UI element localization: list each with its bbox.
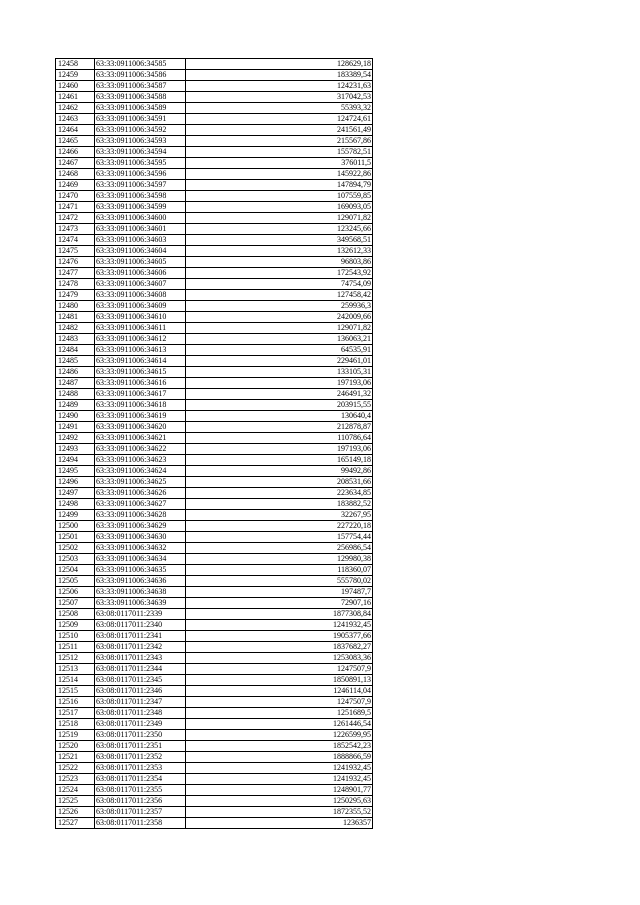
cadastral-value: 223634,85 xyxy=(186,488,373,499)
cadastral-value: 317042,53 xyxy=(186,92,373,103)
table-row xyxy=(56,367,373,378)
cadastral-value: 155782,51 xyxy=(186,147,373,158)
cadastral-value: 1888866,59 xyxy=(186,752,373,763)
row-number: 12468 xyxy=(56,169,95,180)
cadastral-value: 124231,63 xyxy=(186,81,373,92)
cadastral-value: 1226599,95 xyxy=(186,730,373,741)
row-number: 12458 xyxy=(56,59,95,70)
table-row xyxy=(56,521,373,532)
table-row xyxy=(56,202,373,213)
row-number: 12522 xyxy=(56,763,95,774)
cadastral-number: 63:08:0117011:2354 xyxy=(95,774,186,785)
cadastral-number: 63:33:0911006:34625 xyxy=(95,477,186,488)
cadastral-number: 63:33:0911006:34612 xyxy=(95,334,186,345)
cadastral-value: 229461,01 xyxy=(186,356,373,367)
table-row xyxy=(56,697,373,708)
cadastral-value: 96803,86 xyxy=(186,257,373,268)
cadastral-value: 64535,91 xyxy=(186,345,373,356)
cadastral-value: 197487,7 xyxy=(186,587,373,598)
cadastral-value: 99492,86 xyxy=(186,466,373,477)
cadastral-value: 1872355,52 xyxy=(186,807,373,818)
cadastral-value: 130640,4 xyxy=(186,411,373,422)
cadastral-number: 63:33:0911006:34630 xyxy=(95,532,186,543)
row-number: 12516 xyxy=(56,697,95,708)
cadastral-value: 157754,44 xyxy=(186,532,373,543)
row-number: 12503 xyxy=(56,554,95,565)
table-row xyxy=(56,158,373,169)
cadastral-value: 129980,38 xyxy=(186,554,373,565)
cadastral-value: 129071,82 xyxy=(186,323,373,334)
table-row xyxy=(56,675,373,686)
cadastral-number: 63:33:0911006:34597 xyxy=(95,180,186,191)
cadastral-number: 63:33:0911006:34604 xyxy=(95,246,186,257)
table-row xyxy=(56,213,373,224)
table-row xyxy=(56,510,373,521)
cadastral-value: 127458,42 xyxy=(186,290,373,301)
cadastral-number: 63:33:0911006:34600 xyxy=(95,213,186,224)
cadastral-number: 63:33:0911006:34629 xyxy=(95,521,186,532)
row-number: 12469 xyxy=(56,180,95,191)
cadastral-value: 183882,52 xyxy=(186,499,373,510)
cadastral-value: 376011,5 xyxy=(186,158,373,169)
row-number: 12525 xyxy=(56,796,95,807)
table-row xyxy=(56,807,373,818)
cadastral-number: 63:08:0117011:2341 xyxy=(95,631,186,642)
cadastral-number: 63:08:0117011:2357 xyxy=(95,807,186,818)
cadastral-value: 1247507,9 xyxy=(186,697,373,708)
table-row xyxy=(56,554,373,565)
table-row xyxy=(56,620,373,631)
table-row xyxy=(56,268,373,279)
cadastral-number: 63:08:0117011:2340 xyxy=(95,620,186,631)
row-number: 12506 xyxy=(56,587,95,598)
row-number: 12504 xyxy=(56,565,95,576)
cadastral-value: 1261446,54 xyxy=(186,719,373,730)
row-number: 12507 xyxy=(56,598,95,609)
cadastral-number: 63:33:0911006:34598 xyxy=(95,191,186,202)
cadastral-number: 63:08:0117011:2347 xyxy=(95,697,186,708)
table-body xyxy=(56,59,373,829)
table-row xyxy=(56,488,373,499)
row-number: 12465 xyxy=(56,136,95,147)
cadastral-number: 63:33:0911006:34617 xyxy=(95,389,186,400)
cadastral-number: 63:08:0117011:2348 xyxy=(95,708,186,719)
row-number: 12508 xyxy=(56,609,95,620)
table-row xyxy=(56,664,373,675)
table-row xyxy=(56,136,373,147)
row-number: 12512 xyxy=(56,653,95,664)
table-row xyxy=(56,752,373,763)
cadastral-value: 169093,05 xyxy=(186,202,373,213)
cadastral-number: 63:08:0117011:2346 xyxy=(95,686,186,697)
table-row xyxy=(56,653,373,664)
table-row xyxy=(56,345,373,356)
cadastral-value: 128629,18 xyxy=(186,59,373,70)
table-row xyxy=(56,246,373,257)
row-number: 12513 xyxy=(56,664,95,675)
cadastral-value: 124724,61 xyxy=(186,114,373,125)
table-row xyxy=(56,323,373,334)
row-number: 12495 xyxy=(56,466,95,477)
row-number: 12460 xyxy=(56,81,95,92)
cadastral-number: 63:33:0911006:34616 xyxy=(95,378,186,389)
cadastral-number: 63:33:0911006:34622 xyxy=(95,444,186,455)
table-row xyxy=(56,301,373,312)
row-number: 12494 xyxy=(56,455,95,466)
cadastral-value: 197193,06 xyxy=(186,378,373,389)
cadastral-number: 63:33:0911006:34605 xyxy=(95,257,186,268)
cadastral-value: 1246114,04 xyxy=(186,686,373,697)
table-row xyxy=(56,334,373,345)
cadastral-number: 63:08:0117011:2351 xyxy=(95,741,186,752)
row-number: 12499 xyxy=(56,510,95,521)
row-number: 12464 xyxy=(56,125,95,136)
cadastral-number: 63:08:0117011:2344 xyxy=(95,664,186,675)
table-row xyxy=(56,444,373,455)
cadastral-number: 63:33:0911006:34594 xyxy=(95,147,186,158)
cadastral-value: 212878,87 xyxy=(186,422,373,433)
row-number: 12487 xyxy=(56,378,95,389)
cadastral-number: 63:33:0911006:34599 xyxy=(95,202,186,213)
row-number: 12459 xyxy=(56,70,95,81)
cadastral-number: 63:33:0911006:34626 xyxy=(95,488,186,499)
table-row xyxy=(56,631,373,642)
table-row xyxy=(56,356,373,367)
table-row xyxy=(56,411,373,422)
table-row xyxy=(56,576,373,587)
cadastral-value: 1877308,84 xyxy=(186,609,373,620)
row-number: 12462 xyxy=(56,103,95,114)
row-number: 12490 xyxy=(56,411,95,422)
table-row xyxy=(56,642,373,653)
cadastral-number: 63:33:0911006:34588 xyxy=(95,92,186,103)
cadastral-number: 63:33:0911006:34624 xyxy=(95,466,186,477)
cadastral-value: 1248901,77 xyxy=(186,785,373,796)
row-number: 12472 xyxy=(56,213,95,224)
cadastral-number: 63:33:0911006:34620 xyxy=(95,422,186,433)
row-number: 12473 xyxy=(56,224,95,235)
row-number: 12509 xyxy=(56,620,95,631)
cadastral-value: 129071,82 xyxy=(186,213,373,224)
cadastral-value: 172543,92 xyxy=(186,268,373,279)
cadastral-value: 1837682,27 xyxy=(186,642,373,653)
row-number: 12486 xyxy=(56,367,95,378)
cadastral-number: 63:08:0117011:2349 xyxy=(95,719,186,730)
table-row xyxy=(56,70,373,81)
cadastral-value: 147894,79 xyxy=(186,180,373,191)
cadastral-number: 63:33:0911006:34610 xyxy=(95,312,186,323)
cadastral-value: 132612,33 xyxy=(186,246,373,257)
row-number: 12510 xyxy=(56,631,95,642)
table-row xyxy=(56,125,373,136)
row-number: 12523 xyxy=(56,774,95,785)
cadastral-value: 123245,66 xyxy=(186,224,373,235)
table-row xyxy=(56,708,373,719)
row-number: 12498 xyxy=(56,499,95,510)
cadastral-value: 256986,54 xyxy=(186,543,373,554)
cadastral-value: 74754,09 xyxy=(186,279,373,290)
cadastral-number: 63:33:0911006:34589 xyxy=(95,103,186,114)
cadastral-number: 63:33:0911006:34601 xyxy=(95,224,186,235)
cadastral-value: 555780,02 xyxy=(186,576,373,587)
cadastral-value: 349568,51 xyxy=(186,235,373,246)
row-number: 12476 xyxy=(56,257,95,268)
row-number: 12467 xyxy=(56,158,95,169)
row-number: 12526 xyxy=(56,807,95,818)
cadastral-value: 1253083,36 xyxy=(186,653,373,664)
table-row xyxy=(56,191,373,202)
row-number: 12485 xyxy=(56,356,95,367)
cadastral-value: 133105,31 xyxy=(186,367,373,378)
cadastral-number: 63:33:0911006:34603 xyxy=(95,235,186,246)
table-row xyxy=(56,433,373,444)
row-number: 12461 xyxy=(56,92,95,103)
table-row xyxy=(56,103,373,114)
cadastral-number: 63:33:0911006:34615 xyxy=(95,367,186,378)
table-row xyxy=(56,455,373,466)
row-number: 12471 xyxy=(56,202,95,213)
cadastral-value: 215567,86 xyxy=(186,136,373,147)
cadastral-number: 63:08:0117011:2345 xyxy=(95,675,186,686)
row-number: 12474 xyxy=(56,235,95,246)
row-number: 12479 xyxy=(56,290,95,301)
cadastral-number: 63:33:0911006:34628 xyxy=(95,510,186,521)
table-row xyxy=(56,774,373,785)
cadastral-number: 63:08:0117011:2355 xyxy=(95,785,186,796)
cadastral-value: 1236357 xyxy=(186,818,373,829)
table-row xyxy=(56,477,373,488)
table-row xyxy=(56,543,373,554)
cadastral-number: 63:33:0911006:34596 xyxy=(95,169,186,180)
cadastral-value: 1247507,9 xyxy=(186,664,373,675)
cadastral-value: 136063,21 xyxy=(186,334,373,345)
row-number: 12524 xyxy=(56,785,95,796)
cadastral-value: 203915,55 xyxy=(186,400,373,411)
table-row xyxy=(56,686,373,697)
row-number: 12501 xyxy=(56,532,95,543)
cadastral-value: 1850891,13 xyxy=(186,675,373,686)
table-row xyxy=(56,169,373,180)
cadastral-number: 63:33:0911006:34587 xyxy=(95,81,186,92)
row-number: 12483 xyxy=(56,334,95,345)
cadastral-value: 1251689,5 xyxy=(186,708,373,719)
cadastral-value: 1241932,45 xyxy=(186,763,373,774)
cadastral-value: 183389,54 xyxy=(186,70,373,81)
cadastral-number: 63:08:0117011:2343 xyxy=(95,653,186,664)
cadastral-value: 72907,16 xyxy=(186,598,373,609)
table-row xyxy=(56,389,373,400)
cadastral-number: 63:33:0911006:34593 xyxy=(95,136,186,147)
table-row xyxy=(56,378,373,389)
cadastral-value: 55393,32 xyxy=(186,103,373,114)
table-row xyxy=(56,290,373,301)
table-row xyxy=(56,532,373,543)
table-row xyxy=(56,422,373,433)
cadastral-number: 63:33:0911006:34636 xyxy=(95,576,186,587)
cadastral-value: 165149,18 xyxy=(186,455,373,466)
cadastral-number: 63:33:0911006:34638 xyxy=(95,587,186,598)
table-row xyxy=(56,59,373,70)
cadastral-value: 32267,95 xyxy=(186,510,373,521)
cadastral-value: 259936,3 xyxy=(186,301,373,312)
cadastral-number: 63:08:0117011:2358 xyxy=(95,818,186,829)
cadastral-number: 63:08:0117011:2342 xyxy=(95,642,186,653)
cadastral-number: 63:33:0911006:34586 xyxy=(95,70,186,81)
table-row xyxy=(56,763,373,774)
row-number: 12519 xyxy=(56,730,95,741)
cadastral-value: 118360,07 xyxy=(186,565,373,576)
table-row xyxy=(56,92,373,103)
row-number: 12500 xyxy=(56,521,95,532)
table-row xyxy=(56,587,373,598)
table-row xyxy=(56,730,373,741)
row-number: 12477 xyxy=(56,268,95,279)
row-number: 12502 xyxy=(56,543,95,554)
row-number: 12527 xyxy=(56,818,95,829)
cadastral-number: 63:33:0911006:34613 xyxy=(95,345,186,356)
table-row xyxy=(56,598,373,609)
cadastral-value: 1852542,23 xyxy=(186,741,373,752)
cadastral-number: 63:08:0117011:2356 xyxy=(95,796,186,807)
table-row xyxy=(56,719,373,730)
cadastral-number: 63:33:0911006:34609 xyxy=(95,301,186,312)
cadastral-value: 246491,32 xyxy=(186,389,373,400)
cadastral-value: 227220,18 xyxy=(186,521,373,532)
table-row xyxy=(56,499,373,510)
cadastral-value: 145922,86 xyxy=(186,169,373,180)
cadastral-value: 1241932,45 xyxy=(186,620,373,631)
cadastral-value: 1905377,66 xyxy=(186,631,373,642)
table-row xyxy=(56,400,373,411)
cadastral-number: 63:08:0117011:2353 xyxy=(95,763,186,774)
row-number: 12496 xyxy=(56,477,95,488)
row-number: 12463 xyxy=(56,114,95,125)
cadastral-value-table xyxy=(55,58,373,829)
table-row xyxy=(56,147,373,158)
row-number: 12497 xyxy=(56,488,95,499)
cadastral-number: 63:33:0911006:34623 xyxy=(95,455,186,466)
cadastral-value: 241561,49 xyxy=(186,125,373,136)
row-number: 12515 xyxy=(56,686,95,697)
row-number: 12520 xyxy=(56,741,95,752)
cadastral-value: 1241932,45 xyxy=(186,774,373,785)
cadastral-number: 63:33:0911006:34614 xyxy=(95,356,186,367)
cadastral-value: 107559,85 xyxy=(186,191,373,202)
table-row xyxy=(56,785,373,796)
row-number: 12492 xyxy=(56,433,95,444)
table-row xyxy=(56,235,373,246)
cadastral-value: 208531,66 xyxy=(186,477,373,488)
cadastral-number: 63:33:0911006:34621 xyxy=(95,433,186,444)
row-number: 12466 xyxy=(56,147,95,158)
row-number: 12470 xyxy=(56,191,95,202)
row-number: 12518 xyxy=(56,719,95,730)
cadastral-number: 63:33:0911006:34606 xyxy=(95,268,186,279)
cadastral-number: 63:33:0911006:34591 xyxy=(95,114,186,125)
cadastral-number: 63:08:0117011:2350 xyxy=(95,730,186,741)
cadastral-number: 63:33:0911006:34634 xyxy=(95,554,186,565)
table-row xyxy=(56,312,373,323)
row-number: 12521 xyxy=(56,752,95,763)
table-row xyxy=(56,741,373,752)
table-row xyxy=(56,279,373,290)
cadastral-number: 63:33:0911006:34632 xyxy=(95,543,186,554)
row-number: 12514 xyxy=(56,675,95,686)
cadastral-number: 63:33:0911006:34611 xyxy=(95,323,186,334)
row-number: 12517 xyxy=(56,708,95,719)
row-number: 12488 xyxy=(56,389,95,400)
row-number: 12481 xyxy=(56,312,95,323)
cadastral-value: 110786,64 xyxy=(186,433,373,444)
row-number: 12478 xyxy=(56,279,95,290)
cadastral-number: 63:33:0911006:34585 xyxy=(95,59,186,70)
row-number: 12505 xyxy=(56,576,95,587)
table-row xyxy=(56,224,373,235)
table-row xyxy=(56,257,373,268)
row-number: 12491 xyxy=(56,422,95,433)
cadastral-number: 63:08:0117011:2339 xyxy=(95,609,186,620)
row-number: 12489 xyxy=(56,400,95,411)
cadastral-number: 63:33:0911006:34608 xyxy=(95,290,186,301)
cadastral-number: 63:33:0911006:34607 xyxy=(95,279,186,290)
table-row xyxy=(56,180,373,191)
row-number: 12480 xyxy=(56,301,95,312)
row-number: 12511 xyxy=(56,642,95,653)
cadastral-number: 63:33:0911006:34619 xyxy=(95,411,186,422)
cadastral-number: 63:33:0911006:34635 xyxy=(95,565,186,576)
row-number: 12493 xyxy=(56,444,95,455)
cadastral-number: 63:33:0911006:34639 xyxy=(95,598,186,609)
cadastral-value: 1250295,63 xyxy=(186,796,373,807)
row-number: 12475 xyxy=(56,246,95,257)
table-row xyxy=(56,466,373,477)
cadastral-number: 63:33:0911006:34618 xyxy=(95,400,186,411)
row-number: 12482 xyxy=(56,323,95,334)
cadastral-number: 63:33:0911006:34627 xyxy=(95,499,186,510)
table-row xyxy=(56,81,373,92)
table-row xyxy=(56,114,373,125)
cadastral-number: 63:33:0911006:34595 xyxy=(95,158,186,169)
table-row xyxy=(56,796,373,807)
row-number: 12484 xyxy=(56,345,95,356)
cadastral-value: 242009,66 xyxy=(186,312,373,323)
cadastral-number: 63:08:0117011:2352 xyxy=(95,752,186,763)
table-row xyxy=(56,818,373,829)
cadastral-number: 63:33:0911006:34592 xyxy=(95,125,186,136)
table-row xyxy=(56,609,373,620)
table-row xyxy=(56,565,373,576)
cadastral-value: 197193,06 xyxy=(186,444,373,455)
